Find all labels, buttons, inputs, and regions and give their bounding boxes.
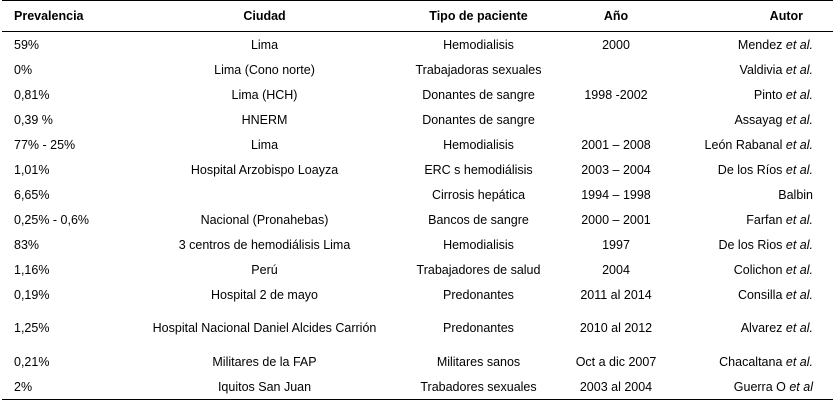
autor-name: De los Ríos: [717, 162, 783, 177]
autor-et-al: et al.: [785, 354, 813, 369]
header-ciudad: Ciudad: [132, 1, 397, 32]
autor-name: Pinto: [753, 87, 783, 102]
cell-prevalencia: 6,65%: [14, 187, 50, 202]
cell-tipo-paciente: Hemodialisis: [443, 237, 514, 252]
cell-anio: 2001 – 2008: [581, 137, 651, 152]
cell-prevalencia: 59%: [14, 37, 40, 52]
table-row: [2, 257, 833, 282]
header-tipo-paciente: Tipo de paciente: [397, 1, 560, 32]
cell-prevalencia: 1,25%: [14, 321, 50, 335]
autor-et-al: et al.: [785, 162, 813, 177]
header-row: [2, 1, 833, 32]
cell-ciudad: [132, 182, 397, 207]
autor-et-al: et al.: [785, 137, 813, 152]
table-body: [2, 32, 833, 400]
table-header: [2, 1, 833, 32]
cell-ciudad: 3 centros de hemodiálisis Lima: [178, 237, 351, 252]
cell-autor: [672, 132, 833, 157]
autor-name: Assayag: [734, 112, 783, 127]
cell-autor: [672, 307, 833, 349]
cell-anio: 1998 -2002: [584, 87, 648, 102]
cell-tipo-paciente: Hemodialisis: [443, 137, 514, 152]
cell-ciudad: Hospital Arzobispo Loayza: [190, 162, 339, 177]
autor-et-al: et al.: [785, 262, 813, 277]
cell-ciudad: Militares de la FAP: [212, 354, 317, 369]
table-row: [2, 107, 833, 132]
cell-tipo-paciente: Hemodialisis: [443, 37, 514, 52]
cell-tipo-paciente: Bancos de sangre: [428, 212, 529, 227]
cell-prevalencia: 0,25% - 0,6%: [14, 212, 90, 227]
cell-autor: [672, 282, 833, 307]
cell-anio: 1994 – 1998: [581, 187, 651, 202]
cell-ciudad: Lima: [250, 137, 279, 152]
cell-anio: 2010 al 2012: [579, 321, 653, 335]
cell-tipo-paciente: Trabajadores de salud: [416, 262, 541, 277]
autor-et-al: et al.: [785, 287, 813, 302]
autor-et-al: et al.: [785, 212, 813, 227]
cell-ciudad: Lima: [250, 37, 279, 52]
cell-tipo-paciente: Militares sanos: [436, 354, 521, 369]
cell-tipo-paciente: Trabajadoras sexuales: [415, 62, 542, 77]
cell-anio: 2004: [602, 262, 630, 277]
cell-tipo-paciente: Predonantes: [443, 321, 514, 335]
prevalence-table: [2, 0, 833, 400]
autor-et-al: et al.: [785, 237, 813, 252]
cell-ciudad: Hospital 2 de mayo: [210, 287, 318, 302]
table-row: [2, 307, 833, 349]
table-row: [2, 182, 833, 207]
autor-et-al: et al.: [785, 62, 813, 77]
table-row: [2, 282, 833, 307]
cell-tipo-paciente: Donantes de sangre: [422, 112, 535, 127]
autor-name: Consilla: [737, 287, 783, 302]
cell-autor: [672, 82, 833, 107]
autor-name: De los Rios: [718, 237, 783, 252]
cell-autor: [672, 32, 833, 58]
cell-anio: 1997: [602, 237, 630, 252]
cell-autor: [672, 257, 833, 282]
cell-tipo-paciente: Cirrosis hepática: [431, 187, 526, 202]
cell-tipo-paciente: Donantes de sangre: [422, 87, 535, 102]
autor-name: Valdivia: [739, 62, 783, 77]
cell-autor: [672, 157, 833, 182]
autor-et-al: et al.: [785, 112, 813, 127]
cell-autor: [672, 107, 833, 132]
cell-autor: [672, 232, 833, 257]
autor-name: Balbin: [778, 187, 813, 202]
cell-prevalencia: 0,81%: [14, 87, 50, 102]
cell-anio: 2011 al 2014: [580, 287, 652, 302]
cell-prevalencia: 1,16%: [14, 262, 50, 277]
cell-prevalencia: 1,01%: [14, 162, 50, 177]
autor-name: Mendez: [737, 37, 783, 52]
table-row: [2, 349, 833, 374]
cell-autor: [672, 374, 833, 400]
table-row: [2, 57, 833, 82]
table-row: [2, 82, 833, 107]
autor-et-al: et al.: [785, 37, 813, 52]
autor-name: Guerra O: [733, 379, 786, 394]
header-anio: Año: [560, 1, 672, 32]
cell-anio: 2000: [602, 37, 630, 52]
cell-tipo-paciente: ERC s hemodiálisis: [424, 162, 533, 177]
autor-name: Alvarez: [740, 321, 783, 335]
cell-ciudad: Iquitos San Juan: [132, 374, 397, 400]
autor-name: Chacaltana: [719, 354, 783, 369]
cell-tipo-paciente: Trabadores sexuales: [397, 374, 560, 400]
autor-name: Farfan: [746, 212, 783, 227]
autor-et-al: et al.: [785, 321, 813, 335]
cell-anio: Oct a dic 2007: [575, 354, 657, 369]
autor-et-al: et al.: [785, 87, 813, 102]
header-prevalencia: Prevalencia: [2, 1, 132, 32]
table-row: [2, 32, 833, 58]
cell-ciudad: Nacional (Pronahebas): [200, 212, 329, 227]
autor-name: Colichon: [733, 262, 783, 277]
header-autor: Autor: [672, 1, 833, 32]
cell-prevalencia: 0%: [14, 62, 33, 77]
cell-anio: 2003 – 2004: [581, 162, 651, 177]
cell-ciudad: Hospital Nacional Daniel Alcides Carrión: [152, 321, 377, 335]
autor-et-al: et al: [789, 379, 813, 394]
cell-autor: [672, 207, 833, 232]
cell-tipo-paciente: Predonantes: [443, 287, 514, 302]
table-row: [2, 232, 833, 257]
cell-prevalencia: 77% - 25%: [14, 137, 76, 152]
cell-anio: 2000 – 2001: [581, 212, 651, 227]
cell-ciudad: HNERM: [241, 112, 288, 127]
cell-prevalencia: 0,19%: [14, 287, 50, 302]
cell-prevalencia: 83%: [14, 237, 40, 252]
autor-name: León Rabanal: [704, 137, 783, 152]
cell-prevalencia: 0,39 %: [14, 112, 53, 127]
cell-autor: [672, 349, 833, 374]
cell-anio: [560, 57, 672, 82]
table-row: [2, 157, 833, 182]
cell-autor: [672, 57, 833, 82]
cell-prevalencia: 0,21%: [14, 354, 50, 369]
cell-ciudad: Perú: [251, 262, 278, 277]
table-row: [2, 207, 833, 232]
table-row: [2, 374, 833, 400]
cell-ciudad: Lima (Cono norte): [214, 62, 315, 77]
cell-ciudad: Lima (HCH): [231, 87, 298, 102]
cell-anio: [560, 107, 672, 132]
cell-autor: [672, 182, 833, 207]
table-row: [2, 132, 833, 157]
cell-anio: 2003 al 2004: [560, 374, 672, 400]
cell-prevalencia: 2%: [2, 374, 132, 400]
